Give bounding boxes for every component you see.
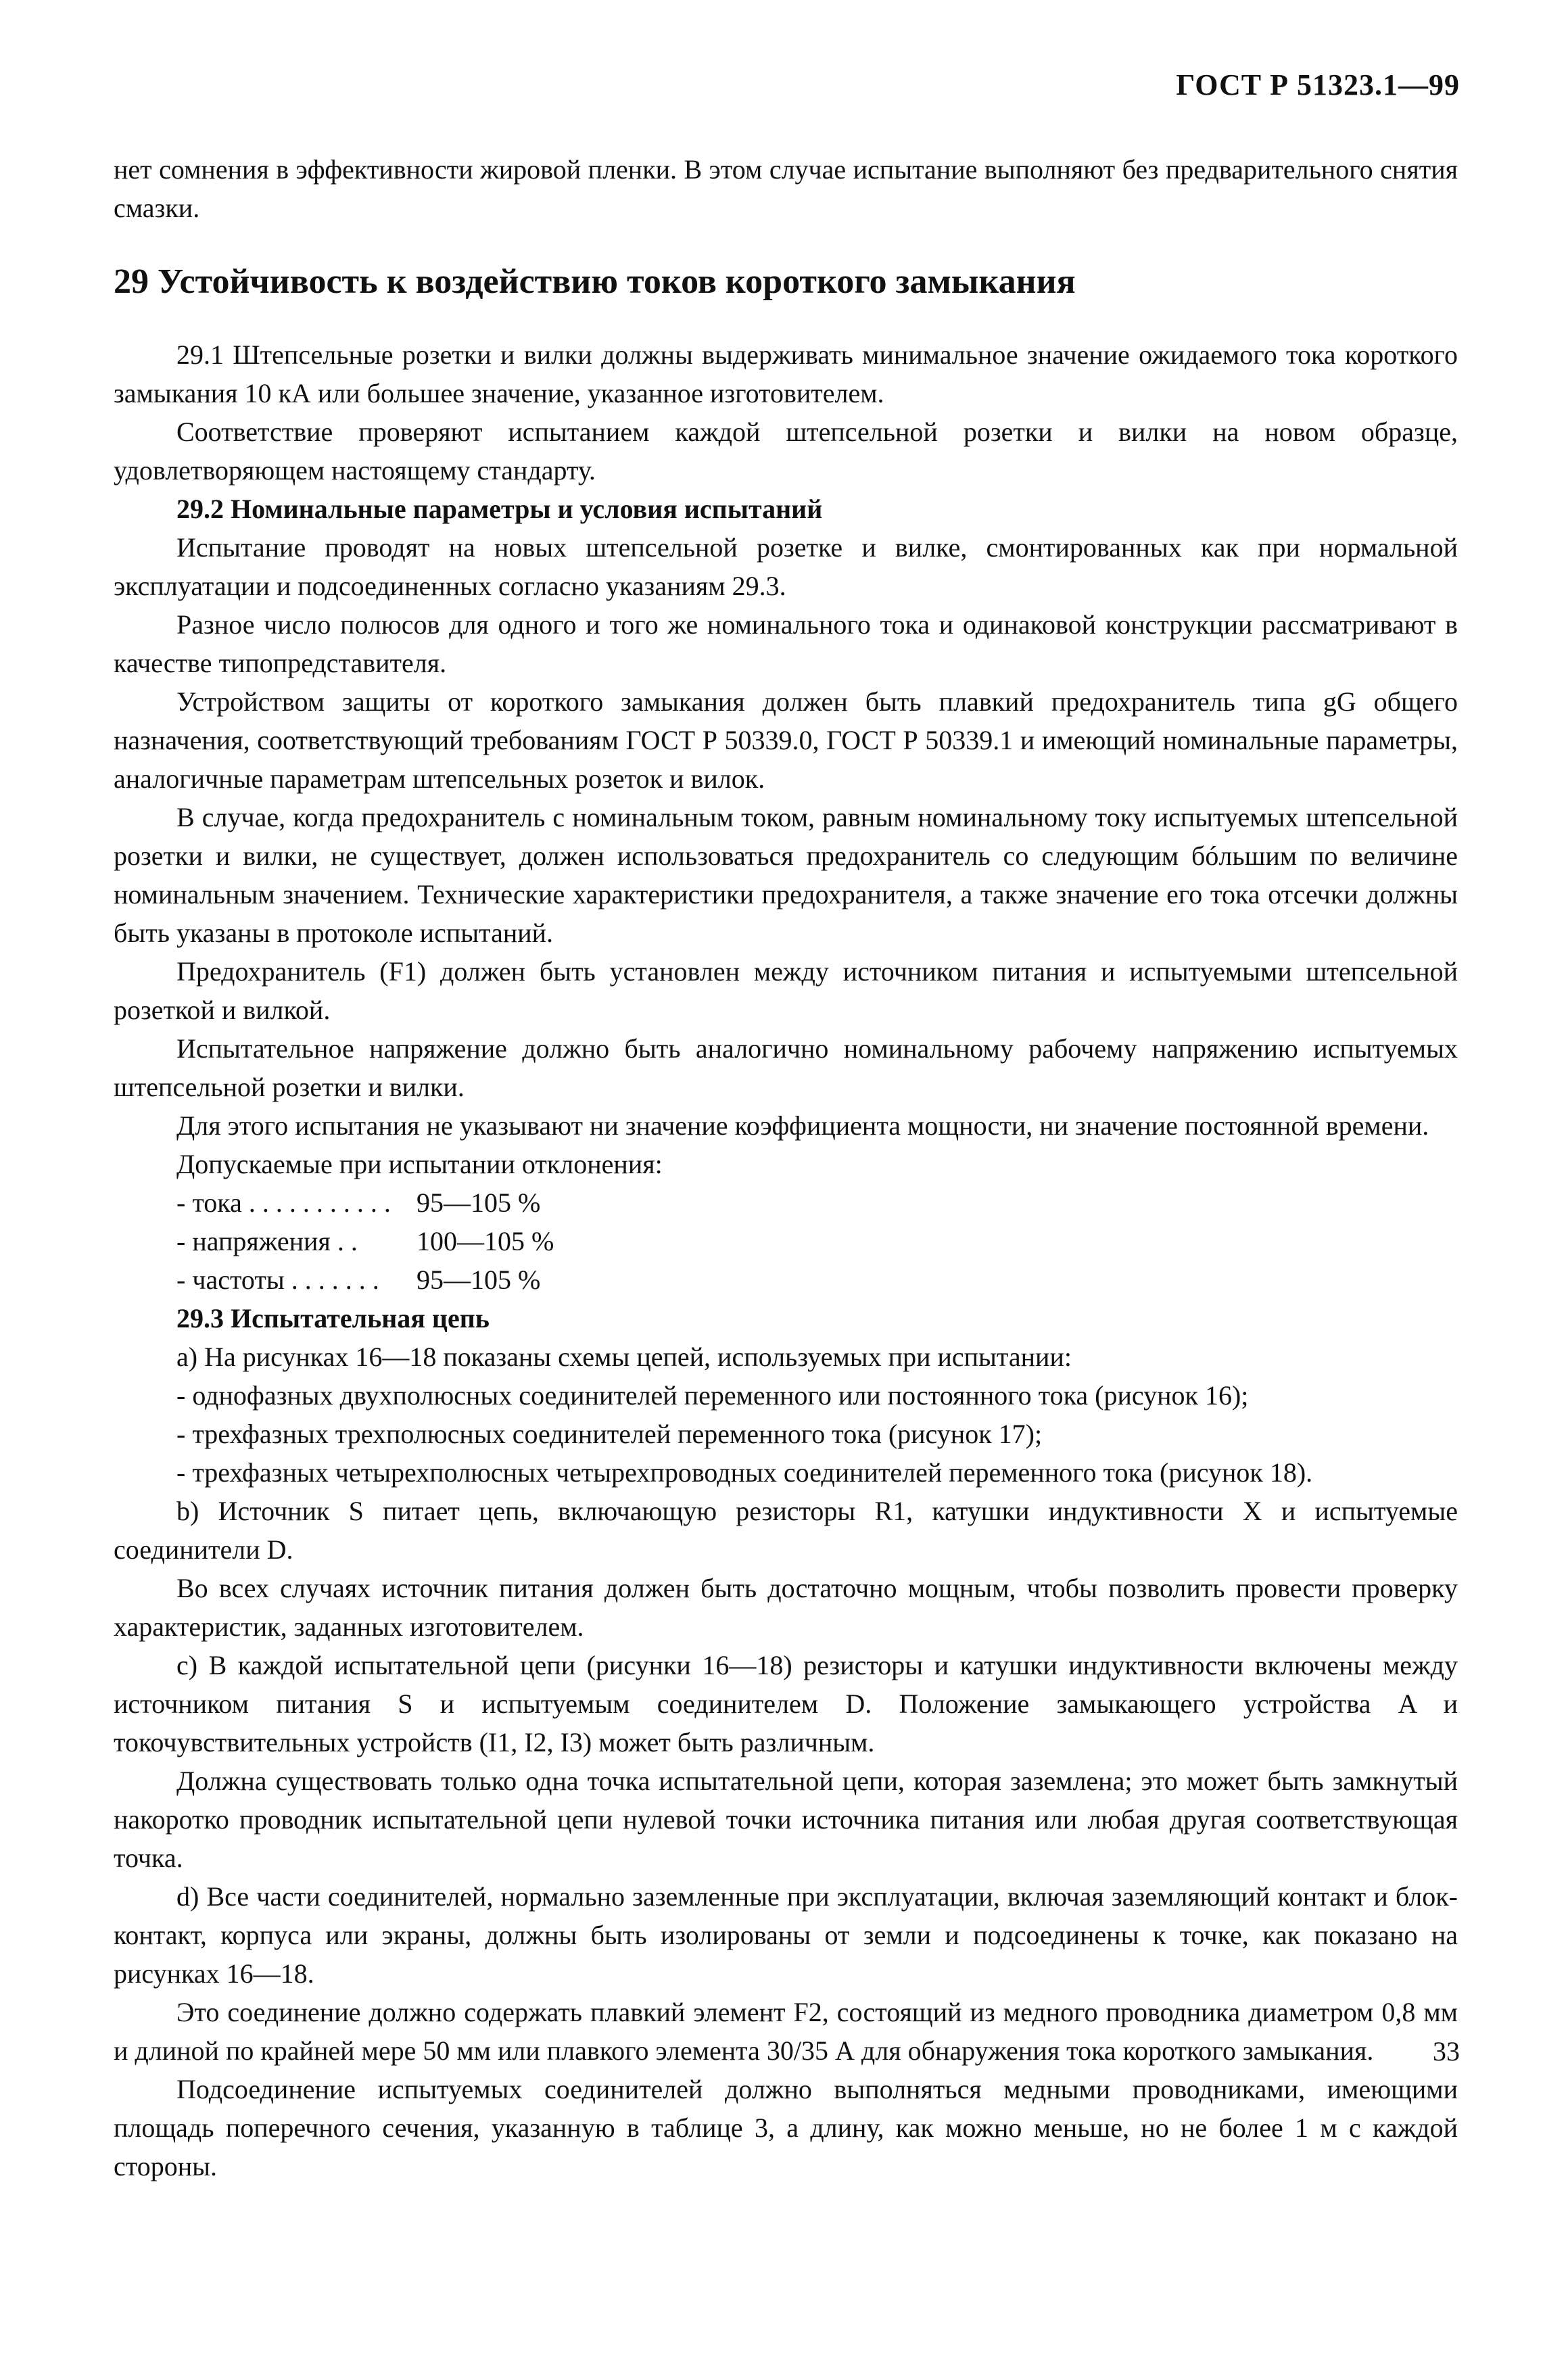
- paragraph-29-3-a: а) На рисунках 16—18 показаны схемы цепей, используемых при испытании:: [176, 1342, 1072, 1372]
- tolerance-row: [114, 1183, 1458, 1222]
- section-heading: 29 Устойчивость к воздействию токов короткого замыкания: [114, 262, 1076, 301]
- tolerance-label: - тока . . . . . . . . . . .: [176, 1187, 391, 1218]
- paragraph-29-2-g: Для этого испытания не указывают ни значение коэффициента мощности, ни значение постоянной времени.: [176, 1110, 1429, 1141]
- intro-paragraph: нет сомнения в эффективности жировой пленки. В этом случае испытание выполняют без предварительного снятия смазки.: [114, 154, 1458, 223]
- tolerance-intro: Допускаемые при испытании отклонения:: [176, 1149, 663, 1179]
- document-code: ГОСТ Р 51323.1—99: [1176, 68, 1460, 101]
- paragraph-29-2-d: В случае, когда предохранитель с номинальным током, равным номинальному току испытуемых штепсельной розетки и вилки, не существует, должен использоваться предохранитель со следующим бóльшим по величине номинальным значением. Технические характеристики предохранителя, а также значение его тока отсечки должны быть указаны в протоколе испытаний.: [114, 802, 1458, 948]
- paragraph-29-2-e: Предохранитель (F1) должен быть установлен между источником питания и испытуемыми штепсельной розеткой и вилкой.: [114, 956, 1458, 1025]
- paragraph-29-3-d: d) Все части соединителей, нормально заземленные при эксплуатации, включая заземляющий контакт и блок-контакт, корпуса или экраны, должны быть изолированы от земли и подсоединены к точке, как показано на рисунках 16—18.: [114, 1881, 1458, 1989]
- paragraph-29-3-c2: Должна существовать только одна точка испытательной цепи, которая заземлена; это может быть замкнутый накоротко проводник испытательной цепи нулевой точки источника питания или любая другая соответствующая точка.: [114, 1766, 1458, 1873]
- subsection-heading-29-3: 29.3 Испытательная цепь: [176, 1303, 490, 1334]
- paragraph-29-3-d2: Это соединение должно содержать плавкий элемент F2, состоящий из медного проводника диаметром 0,8 мм и длиной по крайней мере 50 мм или плавкого элемента 30/35 А для обнаружения тока короткого замыкания.: [114, 1997, 1458, 2066]
- circuit-list-item: - трехфазных трехполюсных соединителей переменного тока (рисунок 17);: [176, 1419, 1043, 1449]
- paragraph-29-2-f: Испытательное напряжение должно быть аналогично номинальному рабочему напряжению испытуемых штепсельной розетки и вилки.: [114, 1033, 1458, 1102]
- paragraph-29-3-b2: Во всех случаях источник питания должен быть достаточно мощным, чтобы позволить провести проверку характеристик, заданных изготовителем.: [114, 1573, 1458, 1642]
- tolerance-label: - напряжения . .: [176, 1226, 358, 1256]
- tolerance-label: - частоты . . . . . . .: [176, 1265, 379, 1295]
- subsection-heading-29-2: 29.2 Номинальные параметры и условия испытаний: [176, 494, 823, 524]
- paragraph-29-1-check: Соответствие проверяют испытанием каждой штепсельной розетки и вилки на новом образце, удовлетворяющем настоящему стандарту.: [114, 417, 1458, 486]
- paragraph-29-2-a: Испытание проводят на новых штепсельной розетке и вилке, смонтированных как при нормальной эксплуатации и подсоединенных согласно указаниям 29.3.: [114, 532, 1458, 601]
- circuit-list-item: - однофазных двухполюсных соединителей переменного или постоянного тока (рисунок 16);: [176, 1380, 1249, 1411]
- page-body: [114, 150, 1458, 2186]
- page-number: 33: [1433, 2036, 1460, 2067]
- circuit-list-item: - трехфазных четырехполюсных четырехпроводных соединителей переменного тока (рисунок 18).: [176, 1457, 1313, 1488]
- paragraph-29-3-d3: Подсоединение испытуемых соединителей должно выполняться медными проводниками, имеющими площадь поперечного сечения, указанную в таблице 3, а длину, как можно меньше, но не более 1 м с каждой стороны.: [114, 2074, 1458, 2181]
- tolerance-value: 95—105 %: [417, 1187, 541, 1218]
- paragraph-29-2-b: Разное число полюсов для одного и того же номинального тока и одинаковой конструкции рассматривают в качестве типопредставителя.: [114, 609, 1458, 678]
- tolerance-row: [114, 1222, 1458, 1260]
- paragraph-29-2-c: Устройством защиты от короткого замыкания должен быть плавкий предохранитель типа gG общего назначения, соответствующий требованиям ГОСТ Р 50339.0, ГОСТ Р 50339.1 и имеющий номинальные параметры, аналогичные параметрам штепсельных розеток и вилок.: [114, 686, 1458, 794]
- tolerance-row: [114, 1260, 1458, 1299]
- paragraph-29-3-c: с) В каждой испытательной цепи (рисунки 16—18) резисторы и катушки индуктивности включены между источником питания S и испытуемым соединителем D. Положение замыкающего устройства A и токочувствительных устройств (I1, I2, I3) может быть различным.: [114, 1650, 1458, 1757]
- tolerance-value: 100—105 %: [417, 1226, 554, 1256]
- tolerance-value: 95—105 %: [417, 1265, 541, 1295]
- paragraph-29-3-b: b) Источник S питает цепь, включающую резисторы R1, катушки индуктивности X и испытуемые соединители D.: [114, 1496, 1458, 1565]
- paragraph-29-1: 29.1 Штепсельные розетки и вилки должны выдерживать минимальное значение ожидаемого тока короткого замыкания 10 кА или большее значение, указанное изготовителем.: [114, 339, 1458, 408]
